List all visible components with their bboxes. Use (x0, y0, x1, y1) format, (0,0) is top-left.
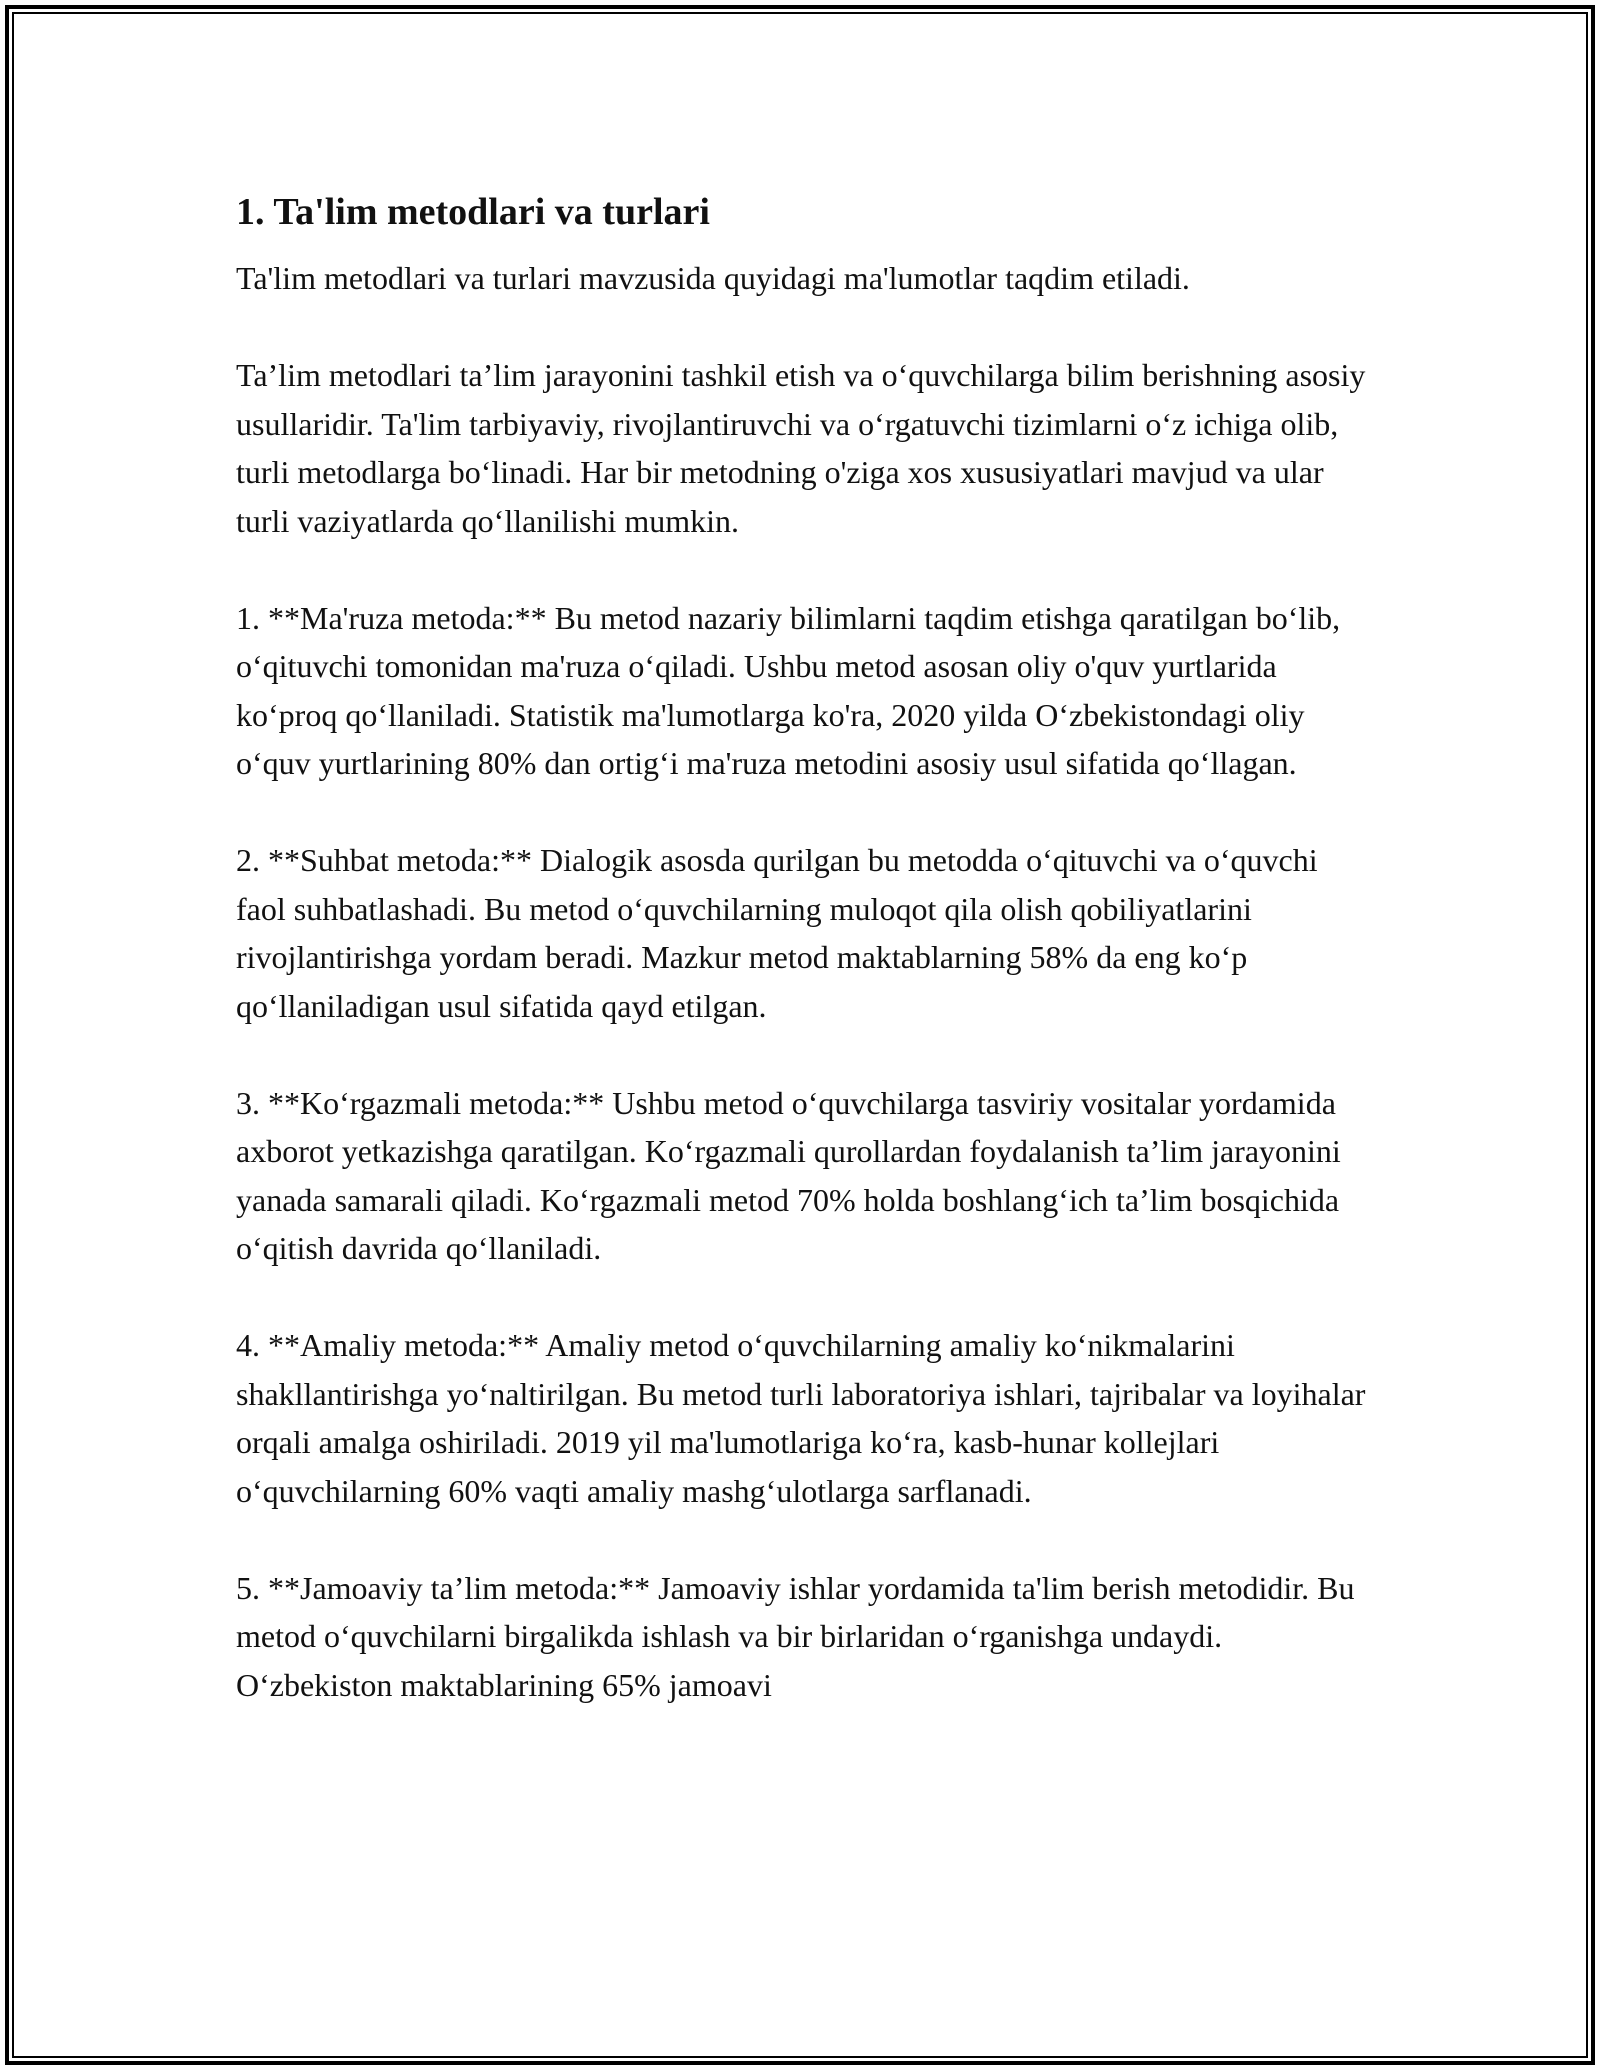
method-paragraph-practical: 4. **Amaliy metoda:** Amaliy metod o‘quvchilarning amaliy ko‘nikmalarini shakllantirishga yo‘naltirilgan. Bu metod turli laboratoriya ishlari, tajribalar va loyihalar orqali amalga oshiriladi. 2019 yil ma'lumotlariga ko‘ra, kasb-hunar kollejlari o‘quvchilarning 60% vaqti amaliy mashg‘ulotlarga sarflanadi. (236, 1327, 1366, 1509)
document-body (236, 188, 1366, 1758)
method-paragraph-visual: 3. **Ko‘rgazmali metoda:** Ushbu metod o‘quvchilarga tasviriy vositalar yordamida axborot yetkazishga qaratilgan. Ko‘rgazmali qurollardan foydalanish ta’lim jarayonini yanada samarali qiladi. Ko‘rgazmali metod 70% holda boshlang‘ich ta’lim bosqichida o‘qitish davrida qo‘llaniladi. (236, 1084, 1341, 1266)
method-paragraph-conversation: 2. **Suhbat metoda:** Dialogik asosda qurilgan bu metodda o‘qituvchi va o‘quvchi faol suhbatlashadi. Bu metod o‘quvchilarning muloqot qila olish qobiliyatlarini rivojlantirishga yordam beradi. Mazkur metod maktablarning 58% da eng ko‘p qo‘llaniladigan usul sifatida qayd etilgan. (236, 842, 1318, 1024)
method-paragraph-lecture: 1. **Ma'ruza metoda:** Bu metod nazariy bilimlarni taqdim etishga qaratilgan bo‘lib, o‘qituvchi tomonidan ma'ruza o‘qiladi. Ushbu metod asosan oliy o'quv yurtlarida ko‘proq qo‘llaniladi. Statistik ma'lumotlarga ko'ra, 2020 yilda O‘zbekistondagi oliy o‘quv yurtlarining 80% dan ortig‘i ma'ruza metodini asosiy usul sifatida qo‘llagan. (236, 599, 1341, 781)
document-title: 1. Ta'lim metodlari va turlari (236, 191, 710, 233)
method-paragraph-group: 5. **Jamoaviy ta’lim metoda:** Jamoaviy ishlar yordamida ta'lim berish metodidir. Bu metod o‘quvchilarni birgalikda ishlash va bir birlaridan o‘rganishga undaydi. O‘zbekiston maktablarining 65% jamoavi (236, 1569, 1355, 1703)
intro-paragraph: Ta'lim metodlari va turlari mavzusida quyidagi ma'lumotlar taqdim etiladi. (236, 260, 1190, 296)
overview-paragraph: Ta’lim metodlari ta’lim jarayonini tashkil etish va o‘quvchilarga bilim berishning asosiy usullaridir. Ta'lim tarbiyaviy, rivojlantiruvchi va o‘rgatuvchi tizimlarni o‘z ichiga olib, turli metodlarga bo‘linadi. Har bir metodning o'ziga xos xususiyatlari mavjud va ular turli vaziyatlarda qo‘llanilishi mumkin. (236, 357, 1366, 539)
